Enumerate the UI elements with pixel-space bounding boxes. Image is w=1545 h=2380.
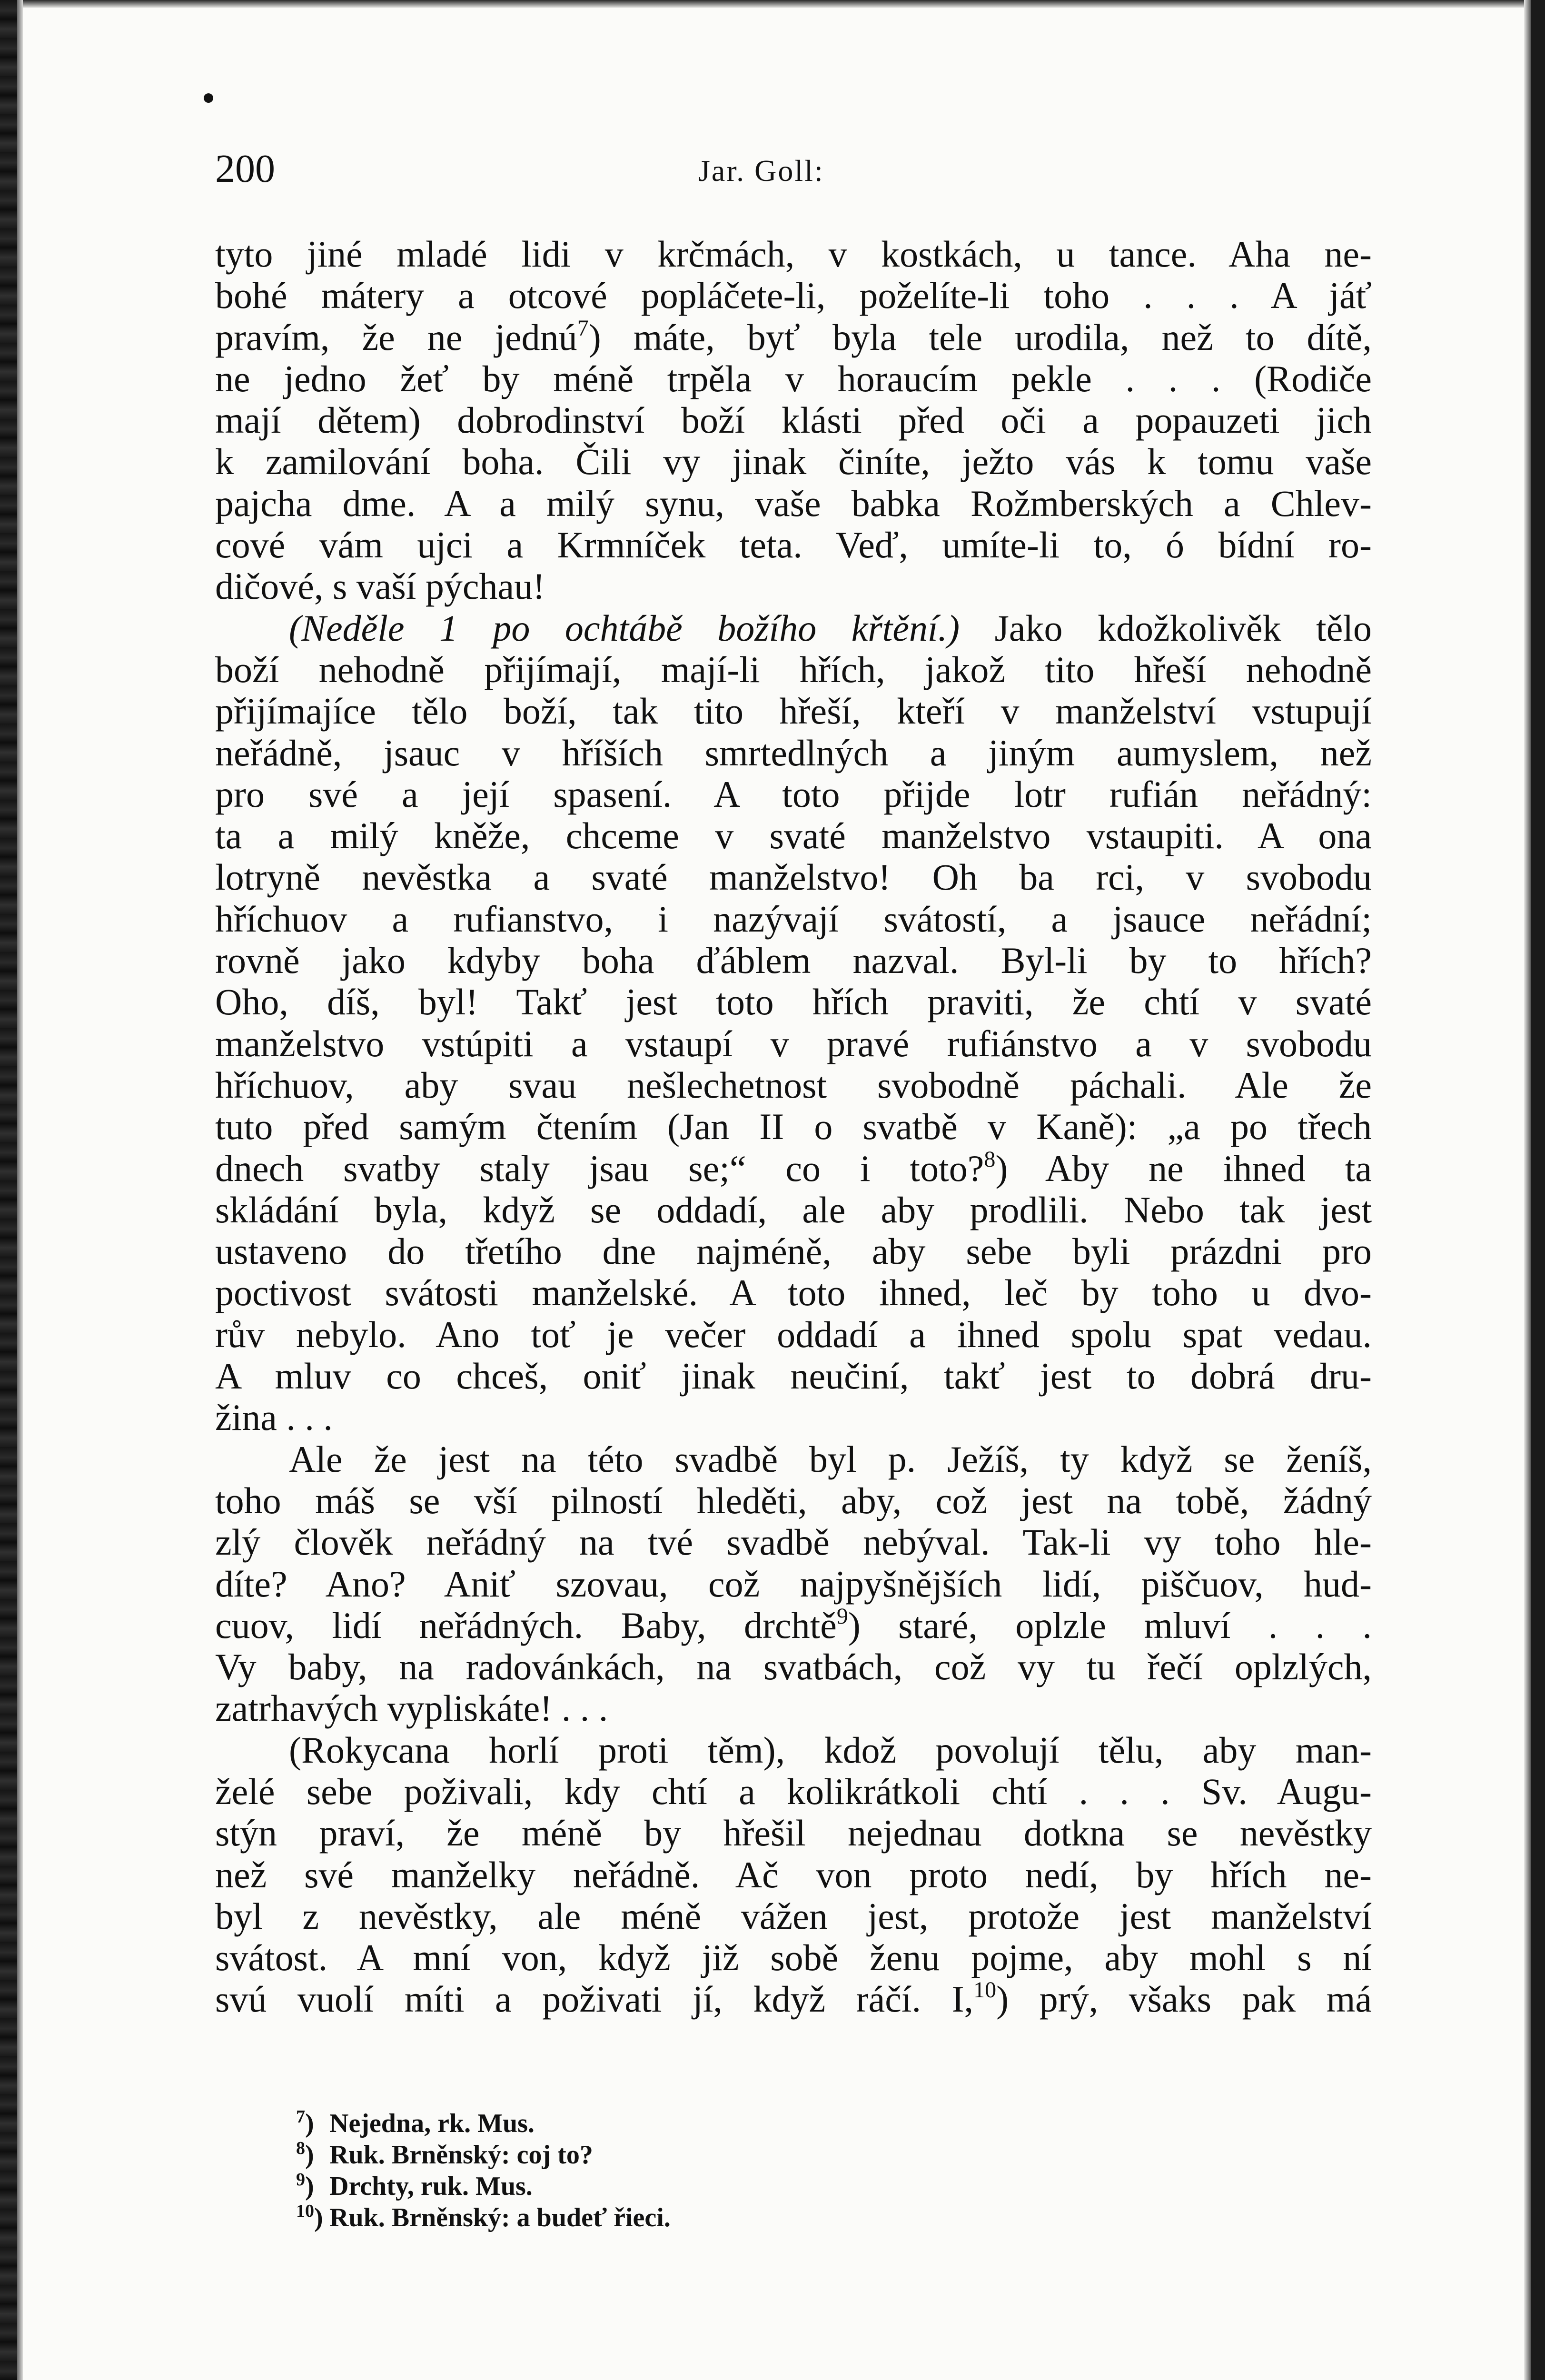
text-line: tuto před samým čtením (Jan II o svatbě v Kaně): „a po třech — [215, 1106, 1372, 1148]
text-line: pro své a její spasení. A toto přijde lotr rufián neřádný: — [215, 773, 1372, 815]
footnote-mark: $^7$) — [296, 2107, 314, 2138]
text-line: byl z nevěstky, ale méně vážen jest, protože jest manželství — [215, 1895, 1372, 1937]
scan-edge-top — [0, 0, 1545, 8]
running-title: Jar. Goll: — [698, 154, 824, 188]
text-line: díte? Ano? Aniť szovau, což najpyšnějších lidí, piščuov, hud- — [215, 1563, 1372, 1605]
text-fragment: ) prý, všaks pak má — [996, 1978, 1372, 2020]
footnote-ref: 7 — [577, 316, 589, 341]
scan-edge-right — [1531, 0, 1545, 2380]
text-line: manželstvo vstúpiti a vstaupí v pravé rufiánstvo a v svobodu — [215, 1022, 1372, 1064]
footnote-ref: 10 — [973, 1978, 997, 2003]
text-line: k zamilování boha. Čili vy jinak činíte, ježto vás k tomu vaše — [215, 441, 1372, 483]
running-head — [215, 143, 1372, 195]
text-fragment: cuov, lidí neřádných. Baby, drchtě — [215, 1604, 837, 1646]
text-fragment: Jako kdožkolivěk tělo — [994, 607, 1372, 649]
scan-edge-left-shadow — [17, 0, 23, 2380]
section-heading: (Neděle 1 po ochtábě božího křtění.) — [289, 607, 960, 649]
text-line: cové vám ujci a Krmníček teta. Veď, umíte-li to, ó bídní ro- — [215, 524, 1372, 566]
scan-edge-right-shadow — [1524, 0, 1531, 2380]
page-number: 200 — [215, 147, 275, 191]
text-line: (Rokycana horlí proti těm), kdož povolují tělu, aby man- — [289, 1729, 1372, 1771]
text-fragment: ) Aby ne ihned ta — [995, 1147, 1372, 1189]
text-line: Vy baby, na radovánkách, na svatbách, což vy tu řečí oplzlých, — [215, 1646, 1372, 1688]
text-line: lotryně nevěstka a svaté manželstvo! Oh ba rci, v svobodu — [215, 856, 1372, 898]
text-line: tyto jiné mladé lidi v krčmách, v kostkách, u tance. Aha ne- — [215, 233, 1372, 275]
text-line: Ale že jest na této svadbě byl p. Ježíš, ty když se ženíš, — [289, 1438, 1372, 1480]
text-line — [215, 607, 1372, 649]
footnote-mark: $^8$) — [296, 2138, 314, 2170]
footnote — [296, 2139, 1248, 2171]
text-line: žina . . . — [215, 1397, 333, 1438]
text-line: zatrhavých vypliskáte! . . . — [215, 1687, 608, 1729]
text-line: poctivost svátosti manželské. A toto ihned, leč by toho u dvo- — [215, 1272, 1372, 1314]
footnotes — [296, 2108, 1248, 2233]
text-line: želé sebe poživali, kdy chtí a kolikrátkoli chtí . . . Sv. Augu- — [215, 1770, 1372, 1812]
text-line: svátost. A mní von, když již sobě ženu pojme, aby mohl s ní — [215, 1937, 1372, 1979]
text-fragment: ) staré, oplzle mluví . . . — [848, 1604, 1372, 1646]
text-line: Oho, díš, byl! Takť jest toto hřích praviti, že chtí v svaté — [215, 981, 1372, 1023]
text-line: hříchuov a rufianstvo, i nazývají svátostí, a jsauce neřádní; — [215, 898, 1372, 940]
text-fragment: dnech svatby staly jsau se;“ co i toto? — [215, 1147, 984, 1189]
footnote — [296, 2171, 1248, 2202]
text-line — [215, 1978, 1372, 2020]
text-line: přijímajíce tělo boží, tak tito hřeší, kteří v manželství vstupují — [215, 690, 1372, 732]
text-line: ustaveno do třetího dne najméně, aby sebe byli prázdni pro — [215, 1230, 1372, 1272]
text-line: ne jedno žeť by méně trpěla v horaucím pekle . . . (Rodiče — [215, 357, 1372, 399]
text-line: zlý člověk neřádný na tvé svadbě nebýval. Tak-li vy toho hle- — [215, 1521, 1372, 1563]
text-line: dičové, s vaší pýchau! — [215, 565, 545, 607]
footnote-text: Ruk. Brněnský: coj to? — [329, 2140, 593, 2170]
text-line: ta a milý kněže, chceme v svaté manželstvo vstaupiti. A ona — [215, 815, 1372, 857]
text-line: bohé mátery a otcové popláčete-li, poželíte-li toho . . . A jáť — [215, 275, 1372, 317]
text-fragment: ) máte, byť byla tele urodila, než to dítě, — [588, 316, 1372, 358]
text-line: rovně jako kdyby boha ďáblem nazval. Byl-li by to hřích? — [215, 940, 1372, 982]
footnote-ref: 8 — [984, 1147, 996, 1172]
text-fragment: pravím, že ne jednú — [215, 316, 577, 358]
text-line: mají dětem) dobrodinství boží klásti před oči a popauzeti jich — [215, 399, 1372, 441]
text-line — [215, 1605, 1372, 1646]
body-text — [215, 233, 1372, 2020]
scan-edge-left — [0, 0, 17, 2380]
text-line: boží nehodně přijímají, mají-li hřích, jakož tito hřeší nehodně — [215, 648, 1372, 690]
text-line: neřádně, jsauc v hříších smrtedlných a jiným aumyslem, než — [215, 732, 1372, 774]
footnote-text: Drchty, ruk. Mus. — [329, 2172, 533, 2201]
footnote-ref: 9 — [836, 1604, 848, 1629]
text-line: pajcha dme. A a milý synu, vaše babka Rožmberských a Chlev- — [215, 482, 1372, 524]
text-line: hříchuov, aby svau nešlechetnost svobodně páchali. Ale že — [215, 1064, 1372, 1106]
text-line: než své manželky neřádně. Ač von proto nedí, by hřích ne- — [215, 1854, 1372, 1895]
text-line: skládání byla, když se oddadí, ale aby prodlili. Nebo tak jest — [215, 1189, 1372, 1230]
text-line — [215, 317, 1372, 358]
footnote — [296, 2108, 1248, 2139]
footnote — [296, 2202, 1248, 2233]
text-line: toho máš se vší pilností hleděti, aby, což jest na tobě, žádný — [215, 1479, 1372, 1521]
footnote-mark: $^9$) — [296, 2170, 314, 2201]
text-line — [215, 1148, 1372, 1189]
ink-speck — [204, 93, 213, 103]
footnote-text: Ruk. Brněnský: a budeť řieci. — [329, 2203, 671, 2232]
footnote-mark: $^{10}$) — [296, 2201, 323, 2232]
text-line: stýn praví, že méně by hřešil nejednau dotkna se nevěstky — [215, 1812, 1372, 1854]
text-line: A mluv co chceš, oniť jinak neučiní, takť jest to dobrá dru- — [215, 1355, 1372, 1397]
text-line: rův nebylo. Ano toť je večer oddadí a ihned spolu spat vedau. — [215, 1313, 1372, 1355]
text-fragment: svú vuolí míti a poživati jí, když ráčí. I, — [215, 1978, 974, 2020]
footnote-text: Nejedna, rk. Mus. — [329, 2109, 535, 2138]
